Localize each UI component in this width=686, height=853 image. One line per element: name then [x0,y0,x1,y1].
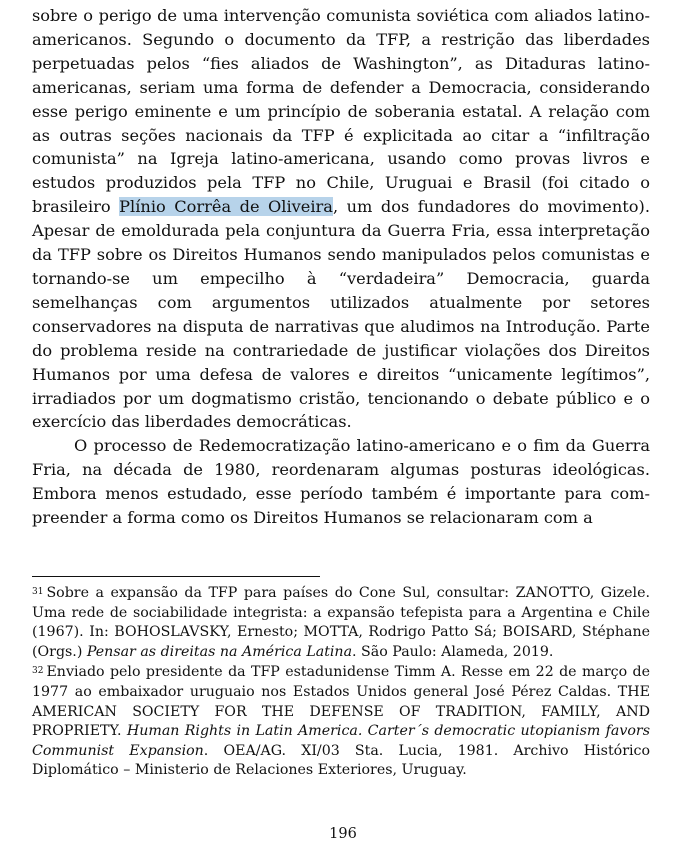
paragraph-1-text-end: , um dos fundadores do movimento). Apesar de emoldurada pela conjuntura da Guerra Fria, essa interpretação da TFP sobre os Direitos Humanos sendo manipulados pelos comunistas e tornando-se um empecilho à “verdadeira” Democracia, guarda semelhanças com argumentos utilizados atualmente por setores conservadores na disputa de narrativas que aludimos na Introdução. Parte do problema reside na contrariedade de justificar violações dos Direitos Humanos por uma defesa de valores e direitos “unicamente legítimos”, irradiados por um dogmatismo cristão, tencionando o debate público e o exercício das liberdades democráticas. [32,197,650,432]
paragraph-1-text-start: sobre o perigo de uma intervenção comunista soviética com aliados latino-americanos. Segundo o documento da TFP, a restrição das liberdades perpetuadas pelos “fies aliados de Washington”, as Ditaduras latino-americanas, seriam uma forma de defender a Democracia, considerando esse perigo eminente e um princípio de soberania estatal. A relação com as outras seções nacionais da TFP é explicitada ao citar a “infiltração comunista” na Igreja latino-americana, usando como provas livros e estudos produzidos pela TFP no Chile, Uruguai e Brasil (foi citado o brasileiro [32,6,650,217]
page-number: 196 [329,826,357,842]
footnote-text-tail: . OEA/AG. XI/03 Sta. Lucia, 1981. Archivo Histórico Diplomático – Ministerio de Relaciones Exteriores, Uruguay. [32,742,650,779]
paragraph-1 [32,4,650,434]
footnote-31 [32,583,650,662]
footnote-number: 31 [32,587,44,597]
paragraph-2: O processo de Redemocratização latino-americano e o fim da Guerra Fria, na década de 1980, reordenaram algumas posturas ideológicas. Embora menos estudado, esse período também é importante para compreender a forma como os Direitos Humanos se relacionaram com a [32,436,650,528]
footnote-text: Enviado pelo presidente da TFP estadunidense Timm A. Resse em 22 de março de 1977 ao embaixador uruguaio nos Estados Unidos general José Pérez Caldas. THE AMERICAN SOCIETY FOR THE DEFENSE OF TRADITION, FAMILY, AND PROPRIETY. [32,664,650,740]
footnote-number: 32 [32,666,44,677]
footnote-32 [32,662,650,781]
footnote-italic-title: Human Rights in Latin America. Carter´s democratic utopianism favors Communist Expansion [32,723,650,759]
highlighted-text[interactable]: Plínio Corrêa de Oliveira [119,197,333,217]
footnotes [32,583,650,781]
footnote-text: Sobre a expansão da TFP para países do Cone Sul, consultar: ZANOTTO, Gizele. Uma rede de sociabilidade integrista: a expansão tefepista para a Argentina e Chile (1967). In: BOHOSLAVSKY, Ernesto; MOTTA, Rodrigo Patto Sá; BOISARD, Stéphane (Orgs.) [32,585,650,660]
footnote-separator [32,576,320,577]
main-text [32,4,650,530]
footnote-italic-title: Pensar as direitas na América Latina [86,643,353,660]
footnote-text-tail: . São Paulo: Alameda, 2019. [352,643,554,660]
